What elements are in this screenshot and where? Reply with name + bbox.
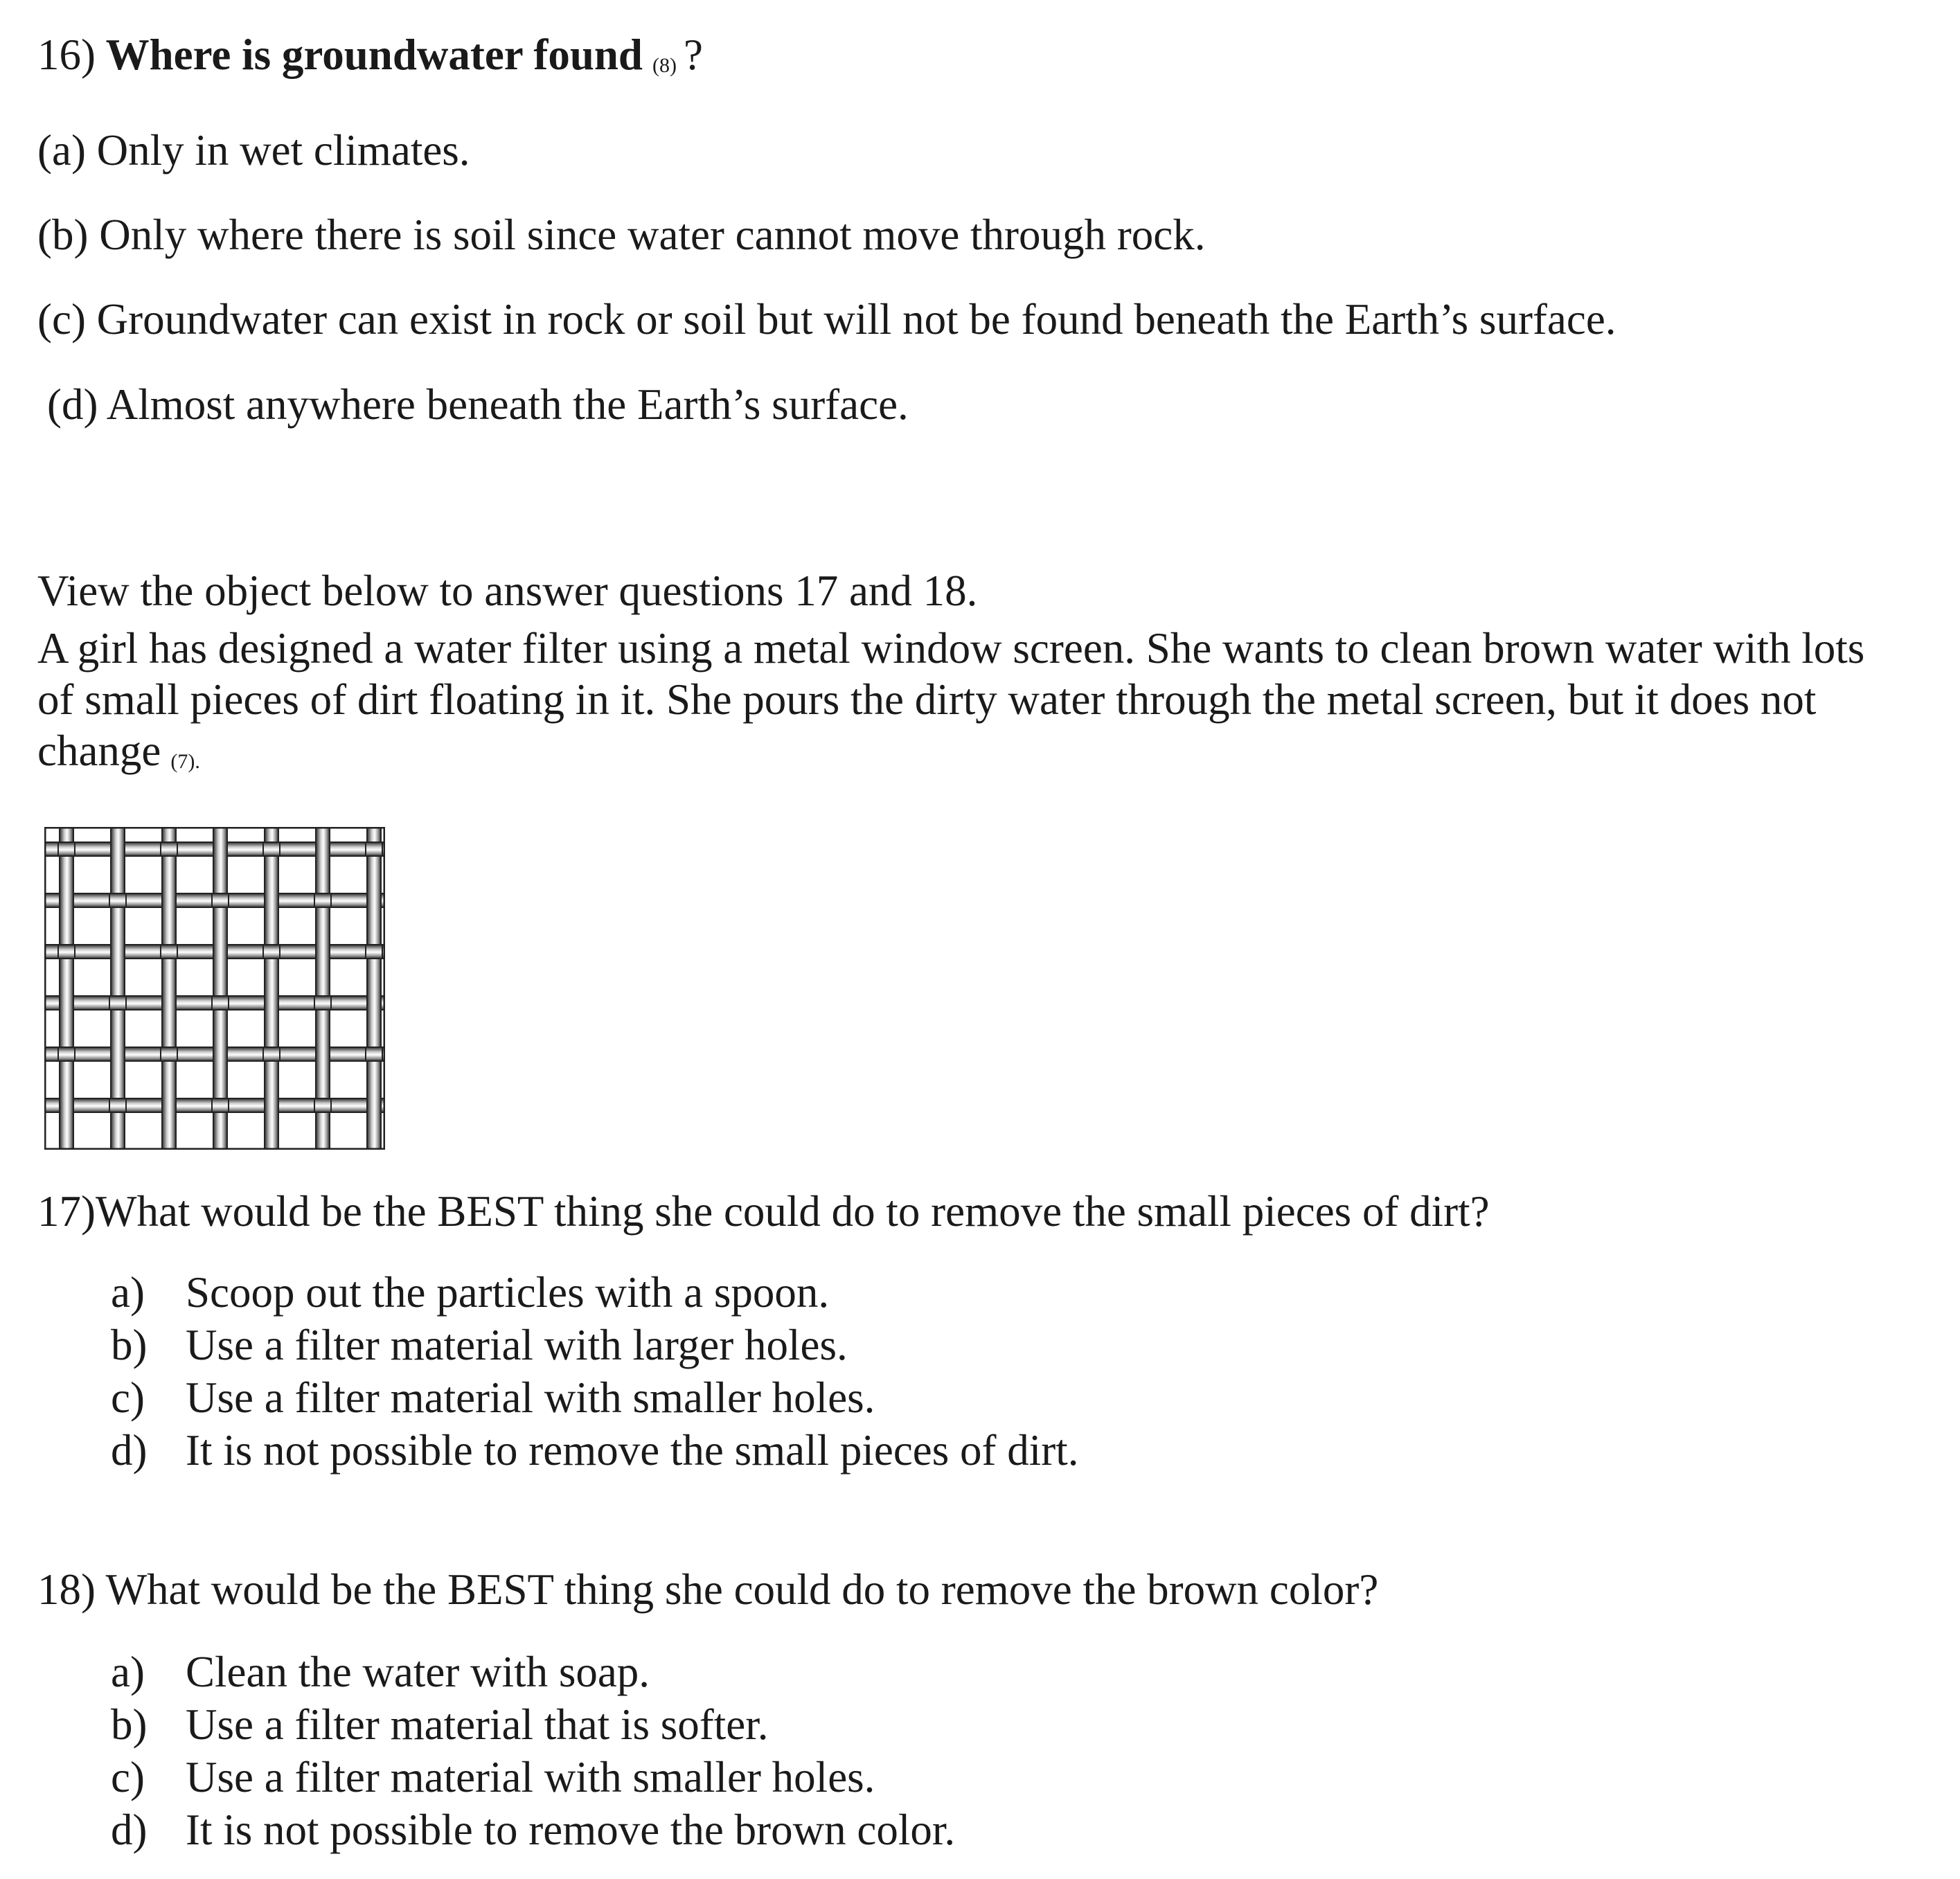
option-text: Use a filter material with smaller holes. bbox=[186, 1373, 875, 1422]
question-17-option-c bbox=[111, 1371, 1079, 1424]
question-16-mark: ? bbox=[683, 30, 703, 79]
question-18-option-d bbox=[111, 1804, 955, 1856]
option-text: It is not possible to remove the small pieces of dirt. bbox=[186, 1426, 1079, 1475]
question-18-option-b bbox=[111, 1698, 955, 1751]
question-17-option-a bbox=[111, 1266, 1079, 1319]
option-text: Use a filter material that is softer. bbox=[186, 1700, 769, 1749]
question-16-text: Where is groundwater found bbox=[105, 30, 643, 79]
question-18-option-a bbox=[111, 1646, 955, 1698]
option-text: It is not possible to remove the brown color. bbox=[186, 1806, 956, 1854]
question-17-option-b bbox=[111, 1319, 1079, 1371]
question-16-option-c: (c) Groundwater can exist in rock or soil but will not be found beneath the Earth’s surface. bbox=[37, 295, 1616, 344]
question-18-option-c bbox=[111, 1751, 955, 1804]
question-16-reference: (8) bbox=[652, 54, 677, 77]
option-label: a) bbox=[111, 1268, 145, 1317]
option-label: b) bbox=[111, 1321, 148, 1369]
passage-intro: View the object below to answer questions 17 and 18. bbox=[37, 567, 978, 615]
option-label: a) bbox=[111, 1648, 145, 1696]
passage-paragraph bbox=[37, 623, 1949, 787]
passage-line-1: A girl has designed a water filter using a metal window screen. She wants to clean brown water with lots bbox=[37, 624, 1865, 673]
option-text: Use a filter material with larger holes. bbox=[186, 1321, 848, 1369]
passage-reference: (7). bbox=[170, 750, 200, 773]
question-16 bbox=[37, 30, 703, 79]
option-text: Use a filter material with smaller holes. bbox=[186, 1753, 875, 1801]
option-label: d) bbox=[111, 1426, 148, 1475]
question-17: 17)What would be the BEST thing she could do to remove the small pieces of dirt? bbox=[37, 1187, 1490, 1236]
question-17-options bbox=[111, 1266, 1079, 1477]
woven-mesh-screen-icon bbox=[44, 827, 385, 1150]
passage-line-3 bbox=[37, 725, 1949, 787]
question-16-option-a: (a) Only in wet climates. bbox=[37, 126, 470, 175]
passage-line-2: of small pieces of dirt floating in it. She pours the dirty water through the metal screen, but it does not bbox=[37, 675, 1817, 724]
option-label: c) bbox=[111, 1753, 145, 1801]
option-text: Clean the water with soap. bbox=[186, 1648, 650, 1696]
question-18-options bbox=[111, 1646, 955, 1856]
question-17-option-d bbox=[111, 1424, 1079, 1477]
passage-line-3-text: change bbox=[37, 727, 161, 775]
question-16-option-d: (d) Almost anywhere beneath the Earth’s surface. bbox=[47, 380, 909, 429]
question-16-option-b: (b) Only where there is soil since water cannot move through rock. bbox=[37, 211, 1206, 259]
option-text: Scoop out the particles with a spoon. bbox=[186, 1268, 830, 1317]
question-16-number: 16) bbox=[37, 30, 96, 79]
option-label: c) bbox=[111, 1373, 145, 1422]
question-18: 18) What would be the BEST thing she could do to remove the brown color? bbox=[37, 1565, 1379, 1614]
option-label: b) bbox=[111, 1700, 148, 1749]
option-label: d) bbox=[111, 1806, 148, 1854]
